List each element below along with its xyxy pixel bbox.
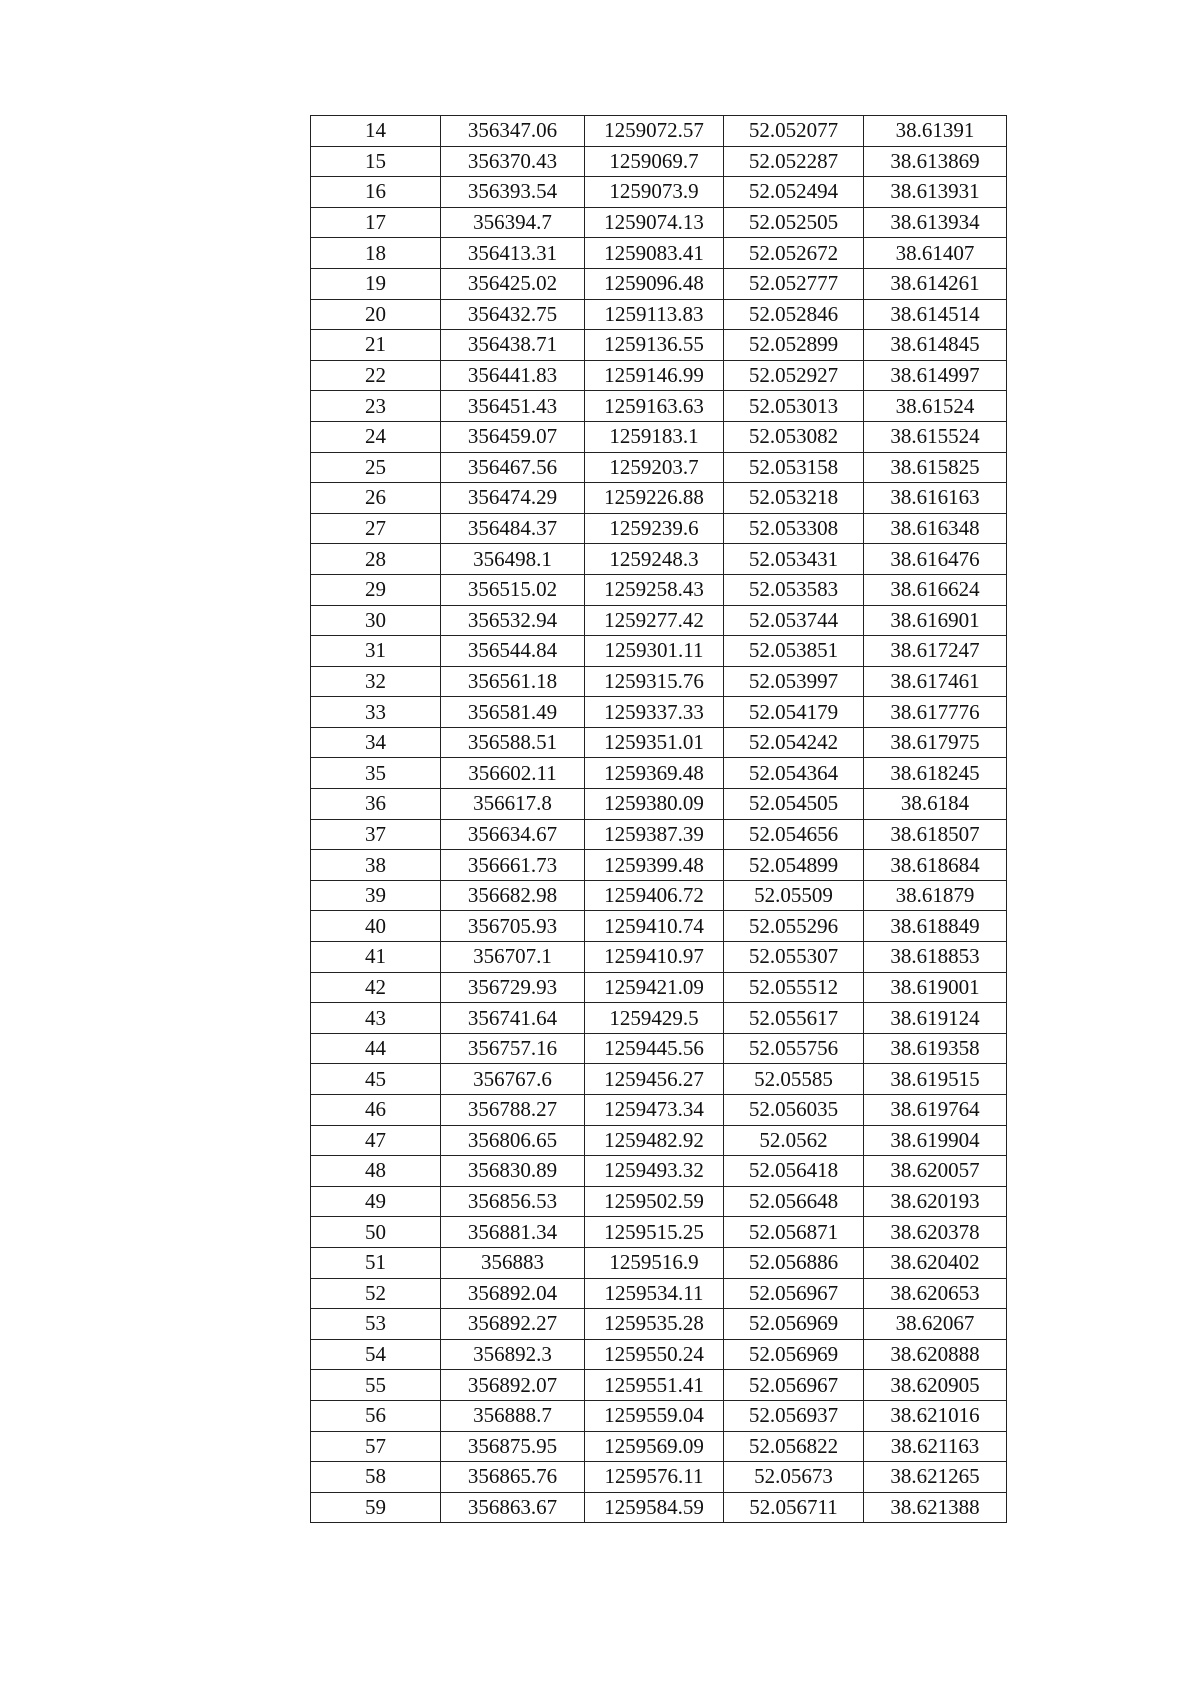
longitude-cell: 38.614514 [864, 299, 1007, 330]
longitude-cell: 38.617247 [864, 636, 1007, 667]
longitude-cell: 38.614997 [864, 360, 1007, 391]
longitude-cell: 38.619764 [864, 1095, 1007, 1126]
y-coordinate-cell: 1259550.24 [585, 1339, 724, 1370]
latitude-cell: 52.052287 [724, 146, 864, 177]
x-coordinate-cell: 356767.6 [441, 1064, 585, 1095]
latitude-cell: 52.056969 [724, 1339, 864, 1370]
longitude-cell: 38.616348 [864, 513, 1007, 544]
point-number-cell: 24 [311, 421, 441, 452]
y-coordinate-cell: 1259410.74 [585, 911, 724, 942]
latitude-cell: 52.053082 [724, 421, 864, 452]
latitude-cell: 52.055756 [724, 1033, 864, 1064]
latitude-cell: 52.0562 [724, 1125, 864, 1156]
table-row [311, 942, 1007, 973]
point-number-cell: 21 [311, 330, 441, 361]
point-number-cell: 53 [311, 1309, 441, 1340]
latitude-cell: 52.053158 [724, 452, 864, 483]
latitude-cell: 52.056418 [724, 1156, 864, 1187]
x-coordinate-cell: 356892.27 [441, 1309, 585, 1340]
table-row [311, 391, 1007, 422]
point-number-cell: 14 [311, 116, 441, 147]
point-number-cell: 56 [311, 1400, 441, 1431]
longitude-cell: 38.613869 [864, 146, 1007, 177]
point-number-cell: 52 [311, 1278, 441, 1309]
longitude-cell: 38.617776 [864, 697, 1007, 728]
x-coordinate-cell: 356707.1 [441, 942, 585, 973]
latitude-cell: 52.05509 [724, 880, 864, 911]
longitude-cell: 38.619124 [864, 1003, 1007, 1034]
table-row [311, 421, 1007, 452]
y-coordinate-cell: 1259337.33 [585, 697, 724, 728]
longitude-cell: 38.617461 [864, 666, 1007, 697]
x-coordinate-cell: 356413.31 [441, 238, 585, 269]
table-row [311, 697, 1007, 728]
latitude-cell: 52.055296 [724, 911, 864, 942]
point-number-cell: 43 [311, 1003, 441, 1034]
latitude-cell: 52.053218 [724, 483, 864, 514]
y-coordinate-cell: 1259277.42 [585, 605, 724, 636]
x-coordinate-cell: 356830.89 [441, 1156, 585, 1187]
x-coordinate-cell: 356498.1 [441, 544, 585, 575]
y-coordinate-cell: 1259473.34 [585, 1095, 724, 1126]
longitude-cell: 38.620888 [864, 1339, 1007, 1370]
latitude-cell: 52.056967 [724, 1370, 864, 1401]
y-coordinate-cell: 1259406.72 [585, 880, 724, 911]
y-coordinate-cell: 1259534.11 [585, 1278, 724, 1309]
x-coordinate-cell: 356875.95 [441, 1431, 585, 1462]
table-row [311, 1156, 1007, 1187]
x-coordinate-cell: 356788.27 [441, 1095, 585, 1126]
y-coordinate-cell: 1259072.57 [585, 116, 724, 147]
longitude-cell: 38.61391 [864, 116, 1007, 147]
point-number-cell: 26 [311, 483, 441, 514]
y-coordinate-cell: 1259387.39 [585, 819, 724, 850]
table-row [311, 1033, 1007, 1064]
y-coordinate-cell: 1259456.27 [585, 1064, 724, 1095]
y-coordinate-cell: 1259584.59 [585, 1492, 724, 1523]
point-number-cell: 31 [311, 636, 441, 667]
y-coordinate-cell: 1259493.32 [585, 1156, 724, 1187]
x-coordinate-cell: 356863.67 [441, 1492, 585, 1523]
point-number-cell: 18 [311, 238, 441, 269]
point-number-cell: 40 [311, 911, 441, 942]
table-row [311, 1492, 1007, 1523]
point-number-cell: 44 [311, 1033, 441, 1064]
latitude-cell: 52.054364 [724, 758, 864, 789]
y-coordinate-cell: 1259380.09 [585, 789, 724, 820]
y-coordinate-cell: 1259559.04 [585, 1400, 724, 1431]
x-coordinate-cell: 356682.98 [441, 880, 585, 911]
latitude-cell: 52.054656 [724, 819, 864, 850]
y-coordinate-cell: 1259410.97 [585, 942, 724, 973]
x-coordinate-cell: 356474.29 [441, 483, 585, 514]
point-number-cell: 50 [311, 1217, 441, 1248]
longitude-cell: 38.61524 [864, 391, 1007, 422]
x-coordinate-cell: 356856.53 [441, 1186, 585, 1217]
longitude-cell: 38.621163 [864, 1431, 1007, 1462]
point-number-cell: 45 [311, 1064, 441, 1095]
longitude-cell: 38.614261 [864, 268, 1007, 299]
longitude-cell: 38.617975 [864, 727, 1007, 758]
longitude-cell: 38.621265 [864, 1462, 1007, 1493]
latitude-cell: 52.052672 [724, 238, 864, 269]
table-row [311, 850, 1007, 881]
table-row [311, 299, 1007, 330]
point-number-cell: 42 [311, 972, 441, 1003]
longitude-cell: 38.620905 [864, 1370, 1007, 1401]
latitude-cell: 52.056822 [724, 1431, 864, 1462]
y-coordinate-cell: 1259369.48 [585, 758, 724, 789]
point-number-cell: 54 [311, 1339, 441, 1370]
x-coordinate-cell: 356581.49 [441, 697, 585, 728]
table-row [311, 1064, 1007, 1095]
y-coordinate-cell: 1259429.5 [585, 1003, 724, 1034]
point-number-cell: 22 [311, 360, 441, 391]
table-row [311, 146, 1007, 177]
table-row [311, 513, 1007, 544]
latitude-cell: 52.056886 [724, 1247, 864, 1278]
point-number-cell: 36 [311, 789, 441, 820]
point-number-cell: 59 [311, 1492, 441, 1523]
y-coordinate-cell: 1259069.7 [585, 146, 724, 177]
longitude-cell: 38.62067 [864, 1309, 1007, 1340]
y-coordinate-cell: 1259074.13 [585, 207, 724, 238]
x-coordinate-cell: 356561.18 [441, 666, 585, 697]
table-row [311, 207, 1007, 238]
x-coordinate-cell: 356438.71 [441, 330, 585, 361]
table-row [311, 1370, 1007, 1401]
x-coordinate-cell: 356883 [441, 1247, 585, 1278]
point-number-cell: 29 [311, 574, 441, 605]
y-coordinate-cell: 1259083.41 [585, 238, 724, 269]
point-number-cell: 17 [311, 207, 441, 238]
y-coordinate-cell: 1259113.83 [585, 299, 724, 330]
latitude-cell: 52.055512 [724, 972, 864, 1003]
longitude-cell: 38.616624 [864, 574, 1007, 605]
x-coordinate-cell: 356705.93 [441, 911, 585, 942]
table-row [311, 1247, 1007, 1278]
x-coordinate-cell: 356661.73 [441, 850, 585, 881]
longitude-cell: 38.621388 [864, 1492, 1007, 1523]
latitude-cell: 52.056035 [724, 1095, 864, 1126]
longitude-cell: 38.613931 [864, 177, 1007, 208]
x-coordinate-cell: 356370.43 [441, 146, 585, 177]
y-coordinate-cell: 1259315.76 [585, 666, 724, 697]
latitude-cell: 52.053431 [724, 544, 864, 575]
y-coordinate-cell: 1259569.09 [585, 1431, 724, 1462]
point-number-cell: 15 [311, 146, 441, 177]
x-coordinate-cell: 356602.11 [441, 758, 585, 789]
latitude-cell: 52.053013 [724, 391, 864, 422]
latitude-cell: 52.052077 [724, 116, 864, 147]
longitude-cell: 38.618245 [864, 758, 1007, 789]
point-number-cell: 38 [311, 850, 441, 881]
table-row [311, 911, 1007, 942]
x-coordinate-cell: 356634.67 [441, 819, 585, 850]
table-row [311, 1217, 1007, 1248]
y-coordinate-cell: 1259226.88 [585, 483, 724, 514]
x-coordinate-cell: 356459.07 [441, 421, 585, 452]
x-coordinate-cell: 356588.51 [441, 727, 585, 758]
latitude-cell: 52.056969 [724, 1309, 864, 1340]
point-number-cell: 30 [311, 605, 441, 636]
y-coordinate-cell: 1259301.11 [585, 636, 724, 667]
latitude-cell: 52.053583 [724, 574, 864, 605]
longitude-cell: 38.616476 [864, 544, 1007, 575]
y-coordinate-cell: 1259551.41 [585, 1370, 724, 1401]
point-number-cell: 51 [311, 1247, 441, 1278]
y-coordinate-cell: 1259073.9 [585, 177, 724, 208]
longitude-cell: 38.614845 [864, 330, 1007, 361]
y-coordinate-cell: 1259535.28 [585, 1309, 724, 1340]
x-coordinate-cell: 356532.94 [441, 605, 585, 636]
latitude-cell: 52.056871 [724, 1217, 864, 1248]
table-row [311, 1431, 1007, 1462]
table-row [311, 758, 1007, 789]
table-row [311, 1309, 1007, 1340]
x-coordinate-cell: 356888.7 [441, 1400, 585, 1431]
table-row [311, 605, 1007, 636]
point-number-cell: 33 [311, 697, 441, 728]
table-row [311, 177, 1007, 208]
longitude-cell: 38.616163 [864, 483, 1007, 514]
y-coordinate-cell: 1259163.63 [585, 391, 724, 422]
latitude-cell: 52.053308 [724, 513, 864, 544]
longitude-cell: 38.620378 [864, 1217, 1007, 1248]
longitude-cell: 38.620193 [864, 1186, 1007, 1217]
table-row [311, 789, 1007, 820]
latitude-cell: 52.055307 [724, 942, 864, 973]
y-coordinate-cell: 1259136.55 [585, 330, 724, 361]
y-coordinate-cell: 1259399.48 [585, 850, 724, 881]
x-coordinate-cell: 356865.76 [441, 1462, 585, 1493]
longitude-cell: 38.620057 [864, 1156, 1007, 1187]
latitude-cell: 52.054179 [724, 697, 864, 728]
point-number-cell: 23 [311, 391, 441, 422]
point-number-cell: 47 [311, 1125, 441, 1156]
latitude-cell: 52.052899 [724, 330, 864, 361]
table-row [311, 1400, 1007, 1431]
table-row [311, 636, 1007, 667]
y-coordinate-cell: 1259516.9 [585, 1247, 724, 1278]
longitude-cell: 38.618507 [864, 819, 1007, 850]
y-coordinate-cell: 1259351.01 [585, 727, 724, 758]
table-row [311, 727, 1007, 758]
point-number-cell: 37 [311, 819, 441, 850]
longitude-cell: 38.619358 [864, 1033, 1007, 1064]
table-row [311, 574, 1007, 605]
table-row [311, 666, 1007, 697]
longitude-cell: 38.61407 [864, 238, 1007, 269]
point-number-cell: 57 [311, 1431, 441, 1462]
table-row [311, 360, 1007, 391]
latitude-cell: 52.052505 [724, 207, 864, 238]
y-coordinate-cell: 1259421.09 [585, 972, 724, 1003]
coordinate-table-body [311, 116, 1007, 1523]
longitude-cell: 38.618684 [864, 850, 1007, 881]
latitude-cell: 52.053851 [724, 636, 864, 667]
y-coordinate-cell: 1259248.3 [585, 544, 724, 575]
y-coordinate-cell: 1259096.48 [585, 268, 724, 299]
point-number-cell: 41 [311, 942, 441, 973]
x-coordinate-cell: 356757.16 [441, 1033, 585, 1064]
longitude-cell: 38.618849 [864, 911, 1007, 942]
table-row [311, 238, 1007, 269]
x-coordinate-cell: 356515.02 [441, 574, 585, 605]
latitude-cell: 52.053997 [724, 666, 864, 697]
latitude-cell: 52.05585 [724, 1064, 864, 1095]
table-row [311, 268, 1007, 299]
latitude-cell: 52.053744 [724, 605, 864, 636]
table-row [311, 544, 1007, 575]
latitude-cell: 52.054242 [724, 727, 864, 758]
table-row [311, 1003, 1007, 1034]
x-coordinate-cell: 356729.93 [441, 972, 585, 1003]
point-number-cell: 28 [311, 544, 441, 575]
longitude-cell: 38.6184 [864, 789, 1007, 820]
y-coordinate-cell: 1259445.56 [585, 1033, 724, 1064]
x-coordinate-cell: 356544.84 [441, 636, 585, 667]
y-coordinate-cell: 1259576.11 [585, 1462, 724, 1493]
table-row [311, 972, 1007, 1003]
latitude-cell: 52.052846 [724, 299, 864, 330]
x-coordinate-cell: 356441.83 [441, 360, 585, 391]
x-coordinate-cell: 356394.7 [441, 207, 585, 238]
longitude-cell: 38.616901 [864, 605, 1007, 636]
point-number-cell: 48 [311, 1156, 441, 1187]
x-coordinate-cell: 356425.02 [441, 268, 585, 299]
point-number-cell: 20 [311, 299, 441, 330]
table-row [311, 819, 1007, 850]
point-number-cell: 16 [311, 177, 441, 208]
y-coordinate-cell: 1259239.6 [585, 513, 724, 544]
latitude-cell: 52.05673 [724, 1462, 864, 1493]
x-coordinate-cell: 356881.34 [441, 1217, 585, 1248]
point-number-cell: 19 [311, 268, 441, 299]
y-coordinate-cell: 1259258.43 [585, 574, 724, 605]
x-coordinate-cell: 356892.07 [441, 1370, 585, 1401]
table-row [311, 330, 1007, 361]
point-number-cell: 46 [311, 1095, 441, 1126]
point-number-cell: 58 [311, 1462, 441, 1493]
point-number-cell: 35 [311, 758, 441, 789]
point-number-cell: 27 [311, 513, 441, 544]
table-row [311, 483, 1007, 514]
table-row [311, 1186, 1007, 1217]
latitude-cell: 52.054899 [724, 850, 864, 881]
longitude-cell: 38.619904 [864, 1125, 1007, 1156]
y-coordinate-cell: 1259502.59 [585, 1186, 724, 1217]
coordinate-table [310, 115, 1007, 1523]
point-number-cell: 32 [311, 666, 441, 697]
latitude-cell: 52.054505 [724, 789, 864, 820]
y-coordinate-cell: 1259515.25 [585, 1217, 724, 1248]
longitude-cell: 38.620402 [864, 1247, 1007, 1278]
point-number-cell: 55 [311, 1370, 441, 1401]
x-coordinate-cell: 356432.75 [441, 299, 585, 330]
longitude-cell: 38.613934 [864, 207, 1007, 238]
x-coordinate-cell: 356892.3 [441, 1339, 585, 1370]
x-coordinate-cell: 356892.04 [441, 1278, 585, 1309]
longitude-cell: 38.620653 [864, 1278, 1007, 1309]
table-row [311, 1125, 1007, 1156]
table-row [311, 116, 1007, 147]
x-coordinate-cell: 356467.56 [441, 452, 585, 483]
longitude-cell: 38.615524 [864, 421, 1007, 452]
latitude-cell: 52.056648 [724, 1186, 864, 1217]
y-coordinate-cell: 1259183.1 [585, 421, 724, 452]
latitude-cell: 52.052777 [724, 268, 864, 299]
point-number-cell: 49 [311, 1186, 441, 1217]
y-coordinate-cell: 1259146.99 [585, 360, 724, 391]
x-coordinate-cell: 356617.8 [441, 789, 585, 820]
table-row [311, 1339, 1007, 1370]
x-coordinate-cell: 356484.37 [441, 513, 585, 544]
x-coordinate-cell: 356393.54 [441, 177, 585, 208]
latitude-cell: 52.052927 [724, 360, 864, 391]
x-coordinate-cell: 356806.65 [441, 1125, 585, 1156]
table-row [311, 1095, 1007, 1126]
x-coordinate-cell: 356741.64 [441, 1003, 585, 1034]
longitude-cell: 38.621016 [864, 1400, 1007, 1431]
longitude-cell: 38.618853 [864, 942, 1007, 973]
x-coordinate-cell: 356347.06 [441, 116, 585, 147]
latitude-cell: 52.052494 [724, 177, 864, 208]
y-coordinate-cell: 1259482.92 [585, 1125, 724, 1156]
point-number-cell: 39 [311, 880, 441, 911]
longitude-cell: 38.619515 [864, 1064, 1007, 1095]
y-coordinate-cell: 1259203.7 [585, 452, 724, 483]
table-row [311, 1278, 1007, 1309]
longitude-cell: 38.619001 [864, 972, 1007, 1003]
point-number-cell: 25 [311, 452, 441, 483]
longitude-cell: 38.615825 [864, 452, 1007, 483]
table-row [311, 452, 1007, 483]
latitude-cell: 52.056967 [724, 1278, 864, 1309]
latitude-cell: 52.056937 [724, 1400, 864, 1431]
table-row [311, 880, 1007, 911]
point-number-cell: 34 [311, 727, 441, 758]
longitude-cell: 38.61879 [864, 880, 1007, 911]
latitude-cell: 52.056711 [724, 1492, 864, 1523]
x-coordinate-cell: 356451.43 [441, 391, 585, 422]
table-row [311, 1462, 1007, 1493]
latitude-cell: 52.055617 [724, 1003, 864, 1034]
